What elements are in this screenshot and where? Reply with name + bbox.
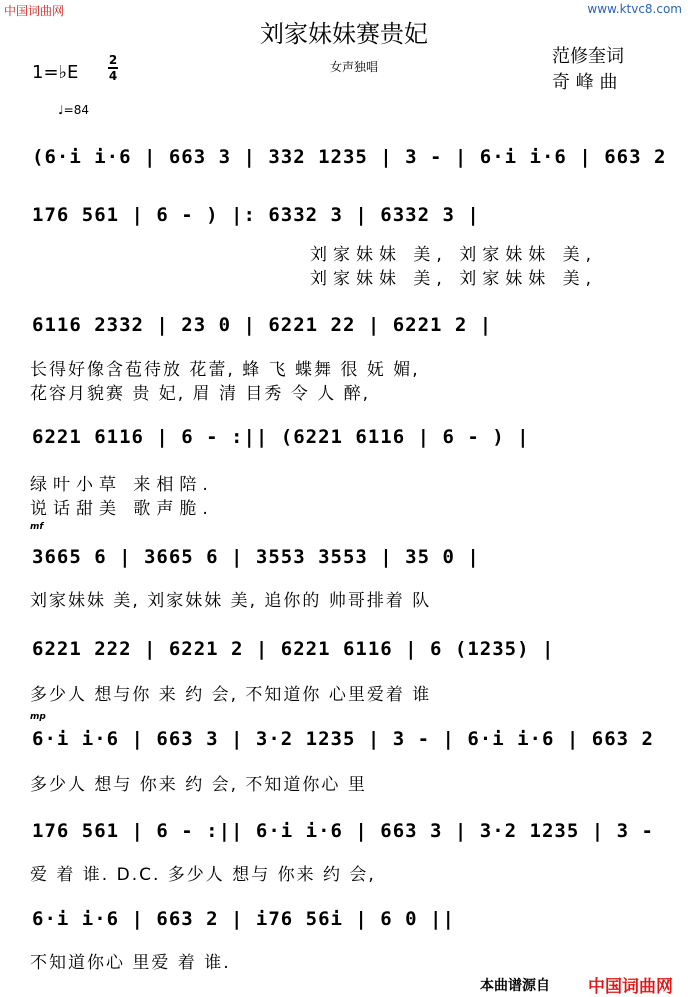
key-signature: 1=♭E (32, 62, 79, 83)
lyric-line: 绿叶小草 来相陪. (30, 475, 214, 495)
score-system-3 (28, 314, 670, 348)
lyric-line: 说话甜美 歌声脆. (30, 499, 214, 519)
watermark-left: 中国词曲网 (4, 4, 65, 18)
song-title: 刘家妹妹赛贵妃 (260, 20, 428, 48)
notation-line: 6221 6116 | 6 - :|| (6221 6116 | 6 - ) | (32, 426, 530, 448)
lyric-line: 刘家妹妹 美, 刘家妹妹 美, 追你的 帅哥排着 队 (30, 591, 432, 611)
notation-line: (6·i i·6 | 663 3 | 332 1235 | 3 - | 6·i i·6 | 663 2 (32, 146, 667, 168)
score-system-1 (28, 146, 670, 180)
score-system-2 (28, 204, 670, 238)
lyric-line: 花容月貌赛 贵 妃, 眉 清 目秀 令 人 醉, (30, 384, 371, 404)
source-site-link[interactable]: 中国词曲网 (588, 977, 673, 997)
notation-line: 6·i i·6 | 663 2 | i76 56i | 6 0 || (32, 908, 455, 930)
performance-type: 女声独唱 (330, 60, 379, 74)
score-system-7 (28, 728, 670, 762)
time-signature-bottom: 4 (108, 69, 118, 83)
time-signature (108, 54, 118, 82)
lyric-line: 长得好像含苞待放 花蕾, 蜂 飞 蝶舞 很 妩 媚, (30, 360, 420, 380)
lyric-line: 爱 着 谁. D.C. 多少人 想与 你来 约 会, (30, 865, 376, 885)
lyric-line: 刘家妹妹 美, 刘家妹妹 美, (310, 269, 598, 289)
score-system-4 (28, 426, 670, 460)
tempo-marking: ♩=84 (58, 103, 89, 117)
dynamic-mf: mf (30, 522, 44, 532)
lyric-line: 多少人 想与 你来 约 会, 不知道你心 里 (30, 775, 367, 795)
lyric-line: 刘家妹妹 美, 刘家妹妹 美, (310, 245, 598, 265)
watermark-right: www.ktvc8.com (587, 2, 682, 16)
source-label: 本曲谱源自 (480, 978, 550, 994)
score-system-9 (28, 908, 670, 942)
time-signature-top: 2 (108, 53, 118, 67)
dynamic-mp: mp (30, 712, 46, 722)
lyric-line: 不知道你心 里爱 着 谁. (30, 953, 231, 973)
score-system-6 (28, 638, 670, 672)
lyricist-credit: 范修奎词 (552, 46, 624, 67)
notation-line: 6·i i·6 | 663 3 | 3·2 1235 | 3 - | 6·i i·6 | 663 2 (32, 728, 654, 750)
notation-line: 6116 2332 | 23 0 | 6221 22 | 6221 2 | (32, 314, 493, 336)
composer-credit: 奇 峰 曲 (552, 72, 618, 93)
notation-line: 176 561 | 6 - ) |: 6332 3 | 6332 3 | (32, 204, 480, 226)
notation-line: 176 561 | 6 - :|| 6·i i·6 | 663 3 | 3·2 1235 | 3 - (32, 820, 654, 842)
lyric-line: 多少人 想与你 来 约 会, 不知道你 心里爱着 谁 (30, 685, 432, 705)
notation-line: 3665 6 | 3665 6 | 3553 3553 | 35 0 | (32, 546, 480, 568)
score-system-8 (28, 820, 670, 854)
score-system-5 (28, 546, 670, 580)
notation-line: 6221 222 | 6221 2 | 6221 6116 | 6 (1235) | (32, 638, 555, 660)
